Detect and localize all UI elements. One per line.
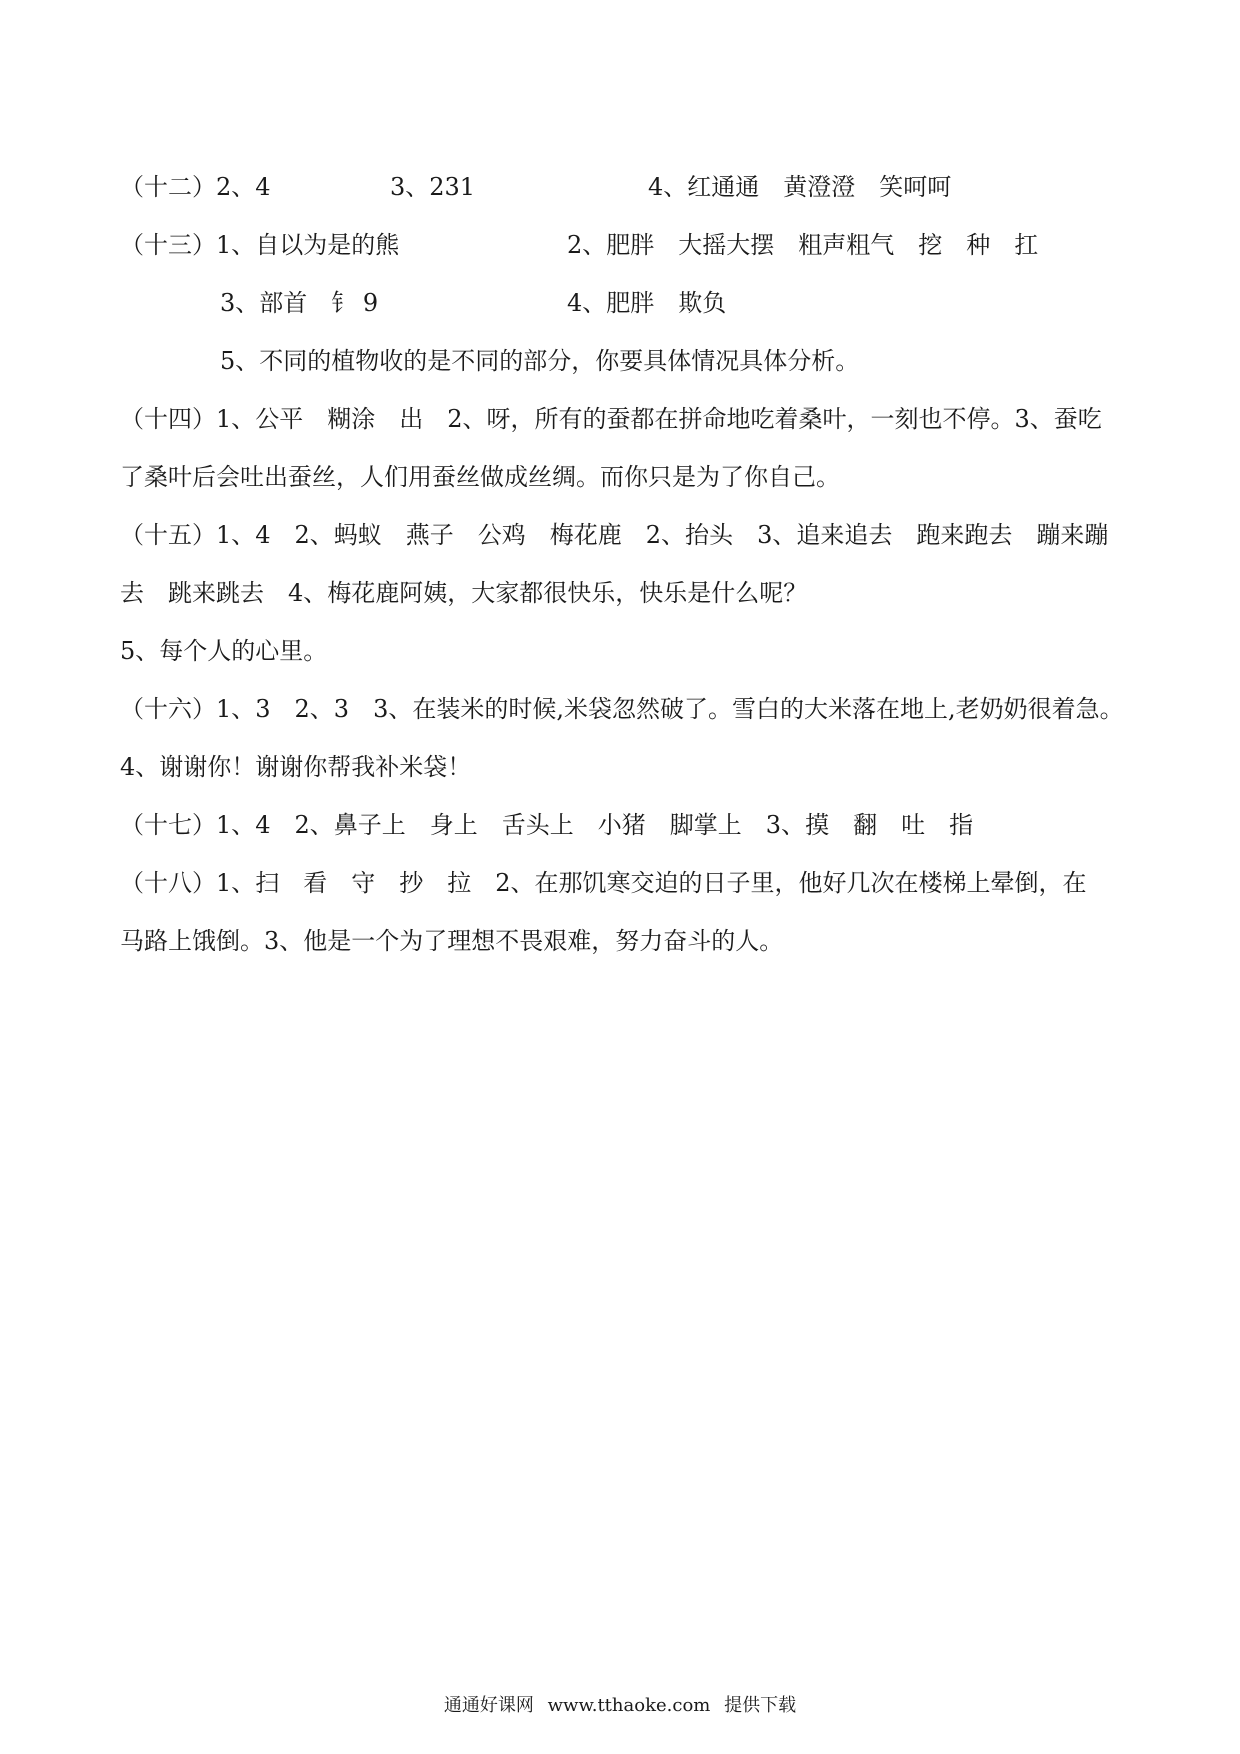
answer-line-18a: （十八）1、扫 看 守 抄 拉 2、在那饥寒交迫的日子里，他好几次在楼梯上晕倒，在 — [120, 869, 1087, 897]
answer-line-18b: 马路上饿倒。3、他是一个为了理想不畏艰难，努力奋斗的人。 — [120, 927, 784, 955]
answer-12-part1: （十二）2、4 — [120, 173, 271, 201]
answer-13-part5: 5、不同的植物收的是不同的部分，你要具体情况具体分析。 — [220, 347, 860, 375]
footer-url[interactable]: www.tthaoke.com — [547, 1695, 711, 1716]
answer-12-part3: 4、红通通 黄澄澄 笑呵呵 — [648, 173, 952, 201]
answer-line-15b: 去 跳来跳去 4、梅花鹿阿姨，大家都很快乐，快乐是什么呢？ — [120, 579, 808, 607]
page-footer — [0, 1694, 1240, 1718]
answer-line-16b: 4、谢谢你！谢谢你帮我补米袋！ — [120, 753, 472, 781]
footer-site-name: 通通好课网 — [443, 1695, 534, 1716]
answer-line-14b: 了桑叶后会吐出蚕丝，人们用蚕丝做成丝绸。而你只是为了你自己。 — [120, 463, 840, 491]
answer-line-15a: （十五）1、4 2、蚂蚁 燕子 公鸡 梅花鹿 2、抬头 3、追来追去 跑来跑去 蹦来蹦 — [120, 521, 1109, 549]
answer-13-part3: 3、部首 钅 9 — [220, 289, 379, 317]
answer-line-17: （十七）1、4 2、鼻子上 身上 舌头上 小猪 脚掌上 3、摸 翻 吐 指 — [120, 811, 974, 839]
answer-13-part1: （十三）1、自以为是的熊 — [120, 231, 400, 259]
footer-suffix: 提供下载 — [724, 1695, 797, 1716]
answer-12-part2: 3、231 — [390, 173, 476, 201]
answer-13-part4: 4、肥胖 欺负 — [567, 289, 727, 317]
answer-line-15c: 5、每个人的心里。 — [120, 637, 328, 665]
answer-line-16a: （十六）1、3 2、3 3、在装米的时候,米袋忽然破了。雪白的大米落在地上,老奶奶很着急。 — [120, 695, 1124, 723]
answer-line-14a: （十四）1、公平 糊涂 出 2、呀，所有的蚕都在拼命地吃着桑叶，一刻也不停。3、蚕吃 — [120, 405, 1102, 433]
answer-13-part2: 2、肥胖 大摇大摆 粗声粗气 挖 种 扛 — [567, 231, 1039, 259]
